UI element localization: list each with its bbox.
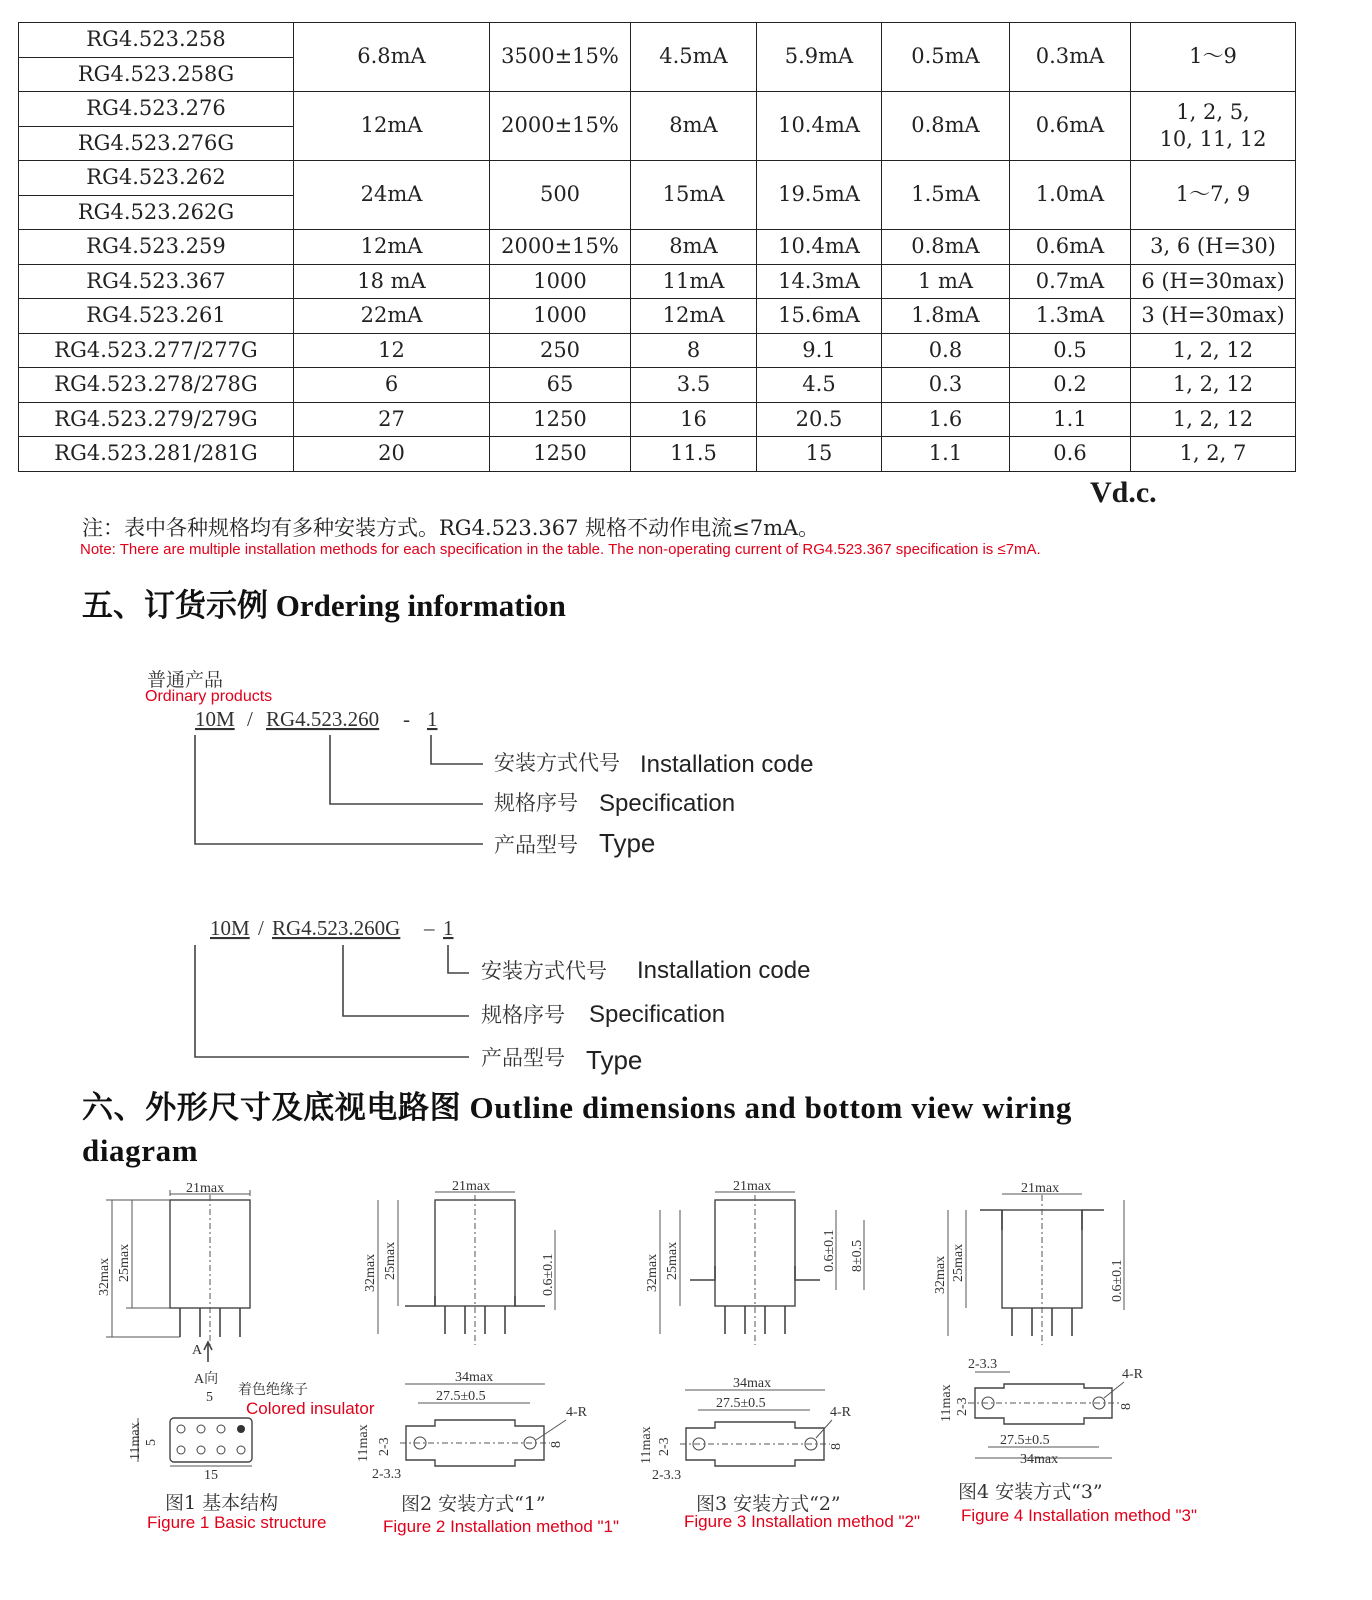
table-cell: 11.5 xyxy=(631,437,757,472)
dim-height-25: 25max xyxy=(951,1243,966,1282)
model-cell: RG4.523.262 xyxy=(19,161,294,196)
dim-height-32: 32max xyxy=(645,1253,660,1292)
dim-height-25: 25max xyxy=(117,1243,132,1282)
unit-label: Vd.c. xyxy=(1090,476,1157,509)
table-cell: 8 xyxy=(631,333,757,368)
figure-4 xyxy=(933,1181,1197,1525)
type-label-cn: 产品型号 xyxy=(481,1046,565,1070)
table-cell: 22mA xyxy=(294,299,490,334)
separator: – xyxy=(424,916,435,940)
dim-2-3: 2-3 xyxy=(955,1397,970,1416)
ordinary-products-en: Ordinary products xyxy=(145,688,273,705)
dim-height-11: 11max xyxy=(128,1422,143,1460)
table-cell: 1, 2, 7 xyxy=(1131,437,1296,472)
type-label-en: Type xyxy=(599,828,656,858)
dim-width-34: 34max xyxy=(733,1376,772,1391)
dim-thickness: 0.6±0.1 xyxy=(822,1229,837,1272)
table-cell: 1.1 xyxy=(1010,402,1131,437)
dim-pitch: 5 xyxy=(206,1390,213,1405)
spec-label-cn: 规格序号 xyxy=(494,791,578,815)
model-cell: RG4.523.259 xyxy=(19,230,294,265)
table-cell: 4.5 xyxy=(757,368,882,403)
dim-thickness: 0.6±0.1 xyxy=(1110,1259,1125,1302)
relay-bottom xyxy=(975,1384,1112,1424)
leader-line xyxy=(343,945,469,1016)
spec-code: RG4.523.260 xyxy=(266,707,380,731)
table-cell: 1250 xyxy=(490,402,631,437)
table-cell: 0.3 xyxy=(882,368,1010,403)
note-chinese: 注：表中各种规格均有多种安装方式。RG4.523.367 规格不动作电流≤7mA。 xyxy=(82,516,820,540)
table-cell: 6 xyxy=(294,368,490,403)
table-cell: 2000±15% xyxy=(490,230,631,265)
figure-4-caption-cn: 图4 安装方式“3” xyxy=(958,1481,1103,1503)
model-cell: RG4.523.279/279G xyxy=(19,402,294,437)
ordering-example-1 xyxy=(145,669,813,858)
table-cell: 0.8mA xyxy=(882,230,1010,265)
table-cell: 1.1 xyxy=(882,437,1010,472)
figure-3-caption-cn: 图3 安装方式“2” xyxy=(696,1493,841,1515)
dim-height-32: 32max xyxy=(97,1257,112,1296)
table-cell: 3, 6 (H=30) xyxy=(1131,230,1296,265)
dim-width-275: 27.5±0.5 xyxy=(716,1396,766,1411)
table-cell: 20 xyxy=(294,437,490,472)
insulator-label-en: Colored insulator xyxy=(246,1399,375,1418)
table-cell: 500 xyxy=(490,161,631,230)
dim-width: 21max xyxy=(452,1179,491,1194)
figure-1-caption-cn: 图1 基本结构 xyxy=(165,1492,279,1514)
table-cell: 0.6mA xyxy=(1010,92,1131,161)
table-cell: 8mA xyxy=(631,230,757,265)
table-cell: 1250 xyxy=(490,437,631,472)
model-cell: RG4.523.261 xyxy=(19,299,294,334)
dim-width: 21max xyxy=(186,1181,225,1196)
dim-radius: 4-R xyxy=(566,1405,587,1420)
leader-line xyxy=(195,735,483,844)
table-cell: 1～7, 9 xyxy=(1131,161,1296,230)
leader-line xyxy=(330,735,483,804)
insulator-label-cn: 着色绝缘子 xyxy=(238,1383,308,1398)
section-title-ordering: 五、订货示例 Ordering information xyxy=(82,588,566,623)
table-cell: 0.6 xyxy=(1010,437,1131,472)
dim-height-11: 11max xyxy=(356,1424,371,1462)
dim-height-8: 8±0.5 xyxy=(850,1239,865,1272)
table-cell: 15.6mA xyxy=(757,299,882,334)
install-code: 1 xyxy=(427,707,438,731)
model-cell: RG4.523.258G xyxy=(19,57,294,92)
table-cell: 3.5 xyxy=(631,368,757,403)
table-cell: 12mA xyxy=(294,230,490,265)
table-cell: 1, 2, 12 xyxy=(1131,368,1296,403)
figure-3-caption-en: Figure 3 Installation method "2" xyxy=(684,1512,921,1531)
figure-2 xyxy=(356,1179,619,1536)
table-cell: 12mA xyxy=(294,92,490,161)
ordinary-products-cn: 普通产品 xyxy=(147,669,224,691)
model-cell: RG4.523.262G xyxy=(19,195,294,230)
table-cell: 4.5mA xyxy=(631,23,757,92)
install-label-en: Installation code xyxy=(637,957,811,984)
model-cell: RG4.523.276G xyxy=(19,126,294,161)
dim-width-15: 15 xyxy=(204,1468,218,1483)
table-cell: 14.3mA xyxy=(757,264,882,299)
table-cell: 3500±15% xyxy=(490,23,631,92)
figure-1 xyxy=(97,1181,375,1532)
table-cell: 19.5mA xyxy=(757,161,882,230)
dim-pitch-5: 5 xyxy=(144,1439,159,1446)
leader-line xyxy=(431,735,483,764)
table-cell: 27 xyxy=(294,402,490,437)
table-cell: 24mA xyxy=(294,161,490,230)
ordering-example-2 xyxy=(195,916,810,1075)
dim-2-3: 2-3 xyxy=(377,1437,392,1456)
colored-insulator-pin xyxy=(237,1425,245,1433)
table-cell: 1, 2, 12 xyxy=(1131,402,1296,437)
figure-1-caption-en: Figure 1 Basic structure xyxy=(147,1513,327,1532)
table-cell: 1 mA xyxy=(882,264,1010,299)
spec-code: RG4.523.260G xyxy=(272,916,401,940)
dim-2-33: 2-3.3 xyxy=(652,1468,682,1483)
table-cell: 10.4mA xyxy=(757,230,882,265)
table-cell: 9.1 xyxy=(757,333,882,368)
dim-width-275: 27.5±0.5 xyxy=(1000,1433,1050,1448)
install-code: 1 xyxy=(443,916,454,940)
dim-height-8: 8 xyxy=(829,1443,844,1450)
separator: / xyxy=(247,707,253,731)
table-cell: 1～9 xyxy=(1131,23,1296,92)
dim-2-33: 2-3.3 xyxy=(372,1467,402,1482)
dim-width: 21max xyxy=(1021,1181,1060,1196)
type-code: 10M xyxy=(210,916,250,940)
figure-4-caption-en: Figure 4 Installation method "3" xyxy=(961,1506,1198,1525)
spec-label-cn: 规格序号 xyxy=(481,1003,565,1027)
table-cell: 8mA xyxy=(631,92,757,161)
table-cell: 65 xyxy=(490,368,631,403)
dim-height-32: 32max xyxy=(933,1255,948,1294)
install-label-cn: 安装方式代号 xyxy=(481,959,607,983)
model-cell: RG4.523.276 xyxy=(19,92,294,127)
table-cell: 6 (H=30max) xyxy=(1131,264,1296,299)
model-cell: RG4.523.281/281G xyxy=(19,437,294,472)
dim-radius: 4-R xyxy=(830,1405,851,1420)
table-cell: 0.2 xyxy=(1010,368,1131,403)
spec-label-en: Specification xyxy=(599,790,736,817)
model-cell: RG4.523.258 xyxy=(19,23,294,58)
table-cell: 1, 2, 12 xyxy=(1131,333,1296,368)
separator: - xyxy=(403,707,410,731)
table-cell: 1.0mA xyxy=(1010,161,1131,230)
table-cell: 0.8 xyxy=(882,333,1010,368)
type-label-en: Type xyxy=(586,1045,643,1075)
table-cell: 0.3mA xyxy=(1010,23,1131,92)
table-cell: 1.8mA xyxy=(882,299,1010,334)
dim-2-33: 2-3.3 xyxy=(968,1357,998,1372)
figure-2-caption-cn: 图2 安装方式“1” xyxy=(401,1493,546,1515)
separator: / xyxy=(258,916,264,940)
type-code: 10M xyxy=(195,707,235,731)
leader-line xyxy=(195,945,469,1057)
table-cell: 1.6 xyxy=(882,402,1010,437)
table-cell: 18 mA xyxy=(294,264,490,299)
leader-line xyxy=(448,945,469,973)
table-cell: 15 xyxy=(757,437,882,472)
dim-width-34: 34max xyxy=(1020,1452,1059,1467)
install-label-cn: 安装方式代号 xyxy=(494,751,620,775)
dim-height-25: 25max xyxy=(383,1241,398,1280)
relay-bottom xyxy=(170,1418,252,1462)
table-cell: 0.5 xyxy=(1010,333,1131,368)
table-cell: 10.4mA xyxy=(757,92,882,161)
dim-width: 21max xyxy=(733,1179,772,1194)
table-cell: 2000±15% xyxy=(490,92,631,161)
dim-2-3: 2-3 xyxy=(657,1437,672,1456)
table-cell: 0.7mA xyxy=(1010,264,1131,299)
model-cell: RG4.523.278/278G xyxy=(19,368,294,403)
view-arrow xyxy=(204,1342,212,1362)
view-a-direction: A向 xyxy=(194,1372,219,1387)
figure-3 xyxy=(639,1179,920,1531)
table-cell: 0.5mA xyxy=(882,23,1010,92)
model-cell: RG4.523.367 xyxy=(19,264,294,299)
table-cell: 16 xyxy=(631,402,757,437)
dim-height-8: 8 xyxy=(1119,1403,1134,1410)
table-cell: 1000 xyxy=(490,264,631,299)
table-cell: 1000 xyxy=(490,299,631,334)
dim-height-25: 25max xyxy=(665,1241,680,1280)
table-cell: 6.8mA xyxy=(294,23,490,92)
type-label-cn: 产品型号 xyxy=(494,833,578,857)
table-cell: 20.5 xyxy=(757,402,882,437)
spec-label-en: Specification xyxy=(589,1001,726,1028)
table-cell: 12 xyxy=(294,333,490,368)
table-cell: 12mA xyxy=(631,299,757,334)
model-cell: RG4.523.277/277G xyxy=(19,333,294,368)
table-cell: 5.9mA xyxy=(757,23,882,92)
view-a-label: A xyxy=(192,1343,203,1358)
dim-width-34: 34max xyxy=(455,1370,494,1385)
note-english: Note: There are multiple installation methods for each specification in the table. The non-operating current of RG4.523.367 specification is ≤7mA. xyxy=(80,541,1041,558)
dim-width-275: 27.5±0.5 xyxy=(436,1389,486,1404)
dim-height-11: 11max xyxy=(639,1426,654,1464)
install-label-en: Installation code xyxy=(640,751,814,778)
table-cell: 1.5mA xyxy=(882,161,1010,230)
section-title-outline: 六、外形尺寸及底视电路图 Outline dimensions and bottom view wiring diagram xyxy=(82,1090,1073,1168)
table-cell: 15mA xyxy=(631,161,757,230)
dim-height-8: 8 xyxy=(549,1441,564,1448)
dim-height-11: 11max xyxy=(939,1384,954,1422)
dim-radius: 4-R xyxy=(1122,1367,1143,1382)
figure-2-caption-en: Figure 2 Installation method "1" xyxy=(383,1517,620,1536)
table-cell: 250 xyxy=(490,333,631,368)
dim-height-32: 32max xyxy=(363,1253,378,1292)
dim-thickness: 0.6±0.1 xyxy=(541,1253,556,1296)
table-cell: 0.6mA xyxy=(1010,230,1131,265)
table-cell: 0.8mA xyxy=(882,92,1010,161)
table-cell: 1, 2, 5, 10, 11, 12 xyxy=(1131,92,1296,161)
table-cell: 1.3mA xyxy=(1010,299,1131,334)
table-cell: 11mA xyxy=(631,264,757,299)
table-cell: 3 (H=30max) xyxy=(1131,299,1296,334)
